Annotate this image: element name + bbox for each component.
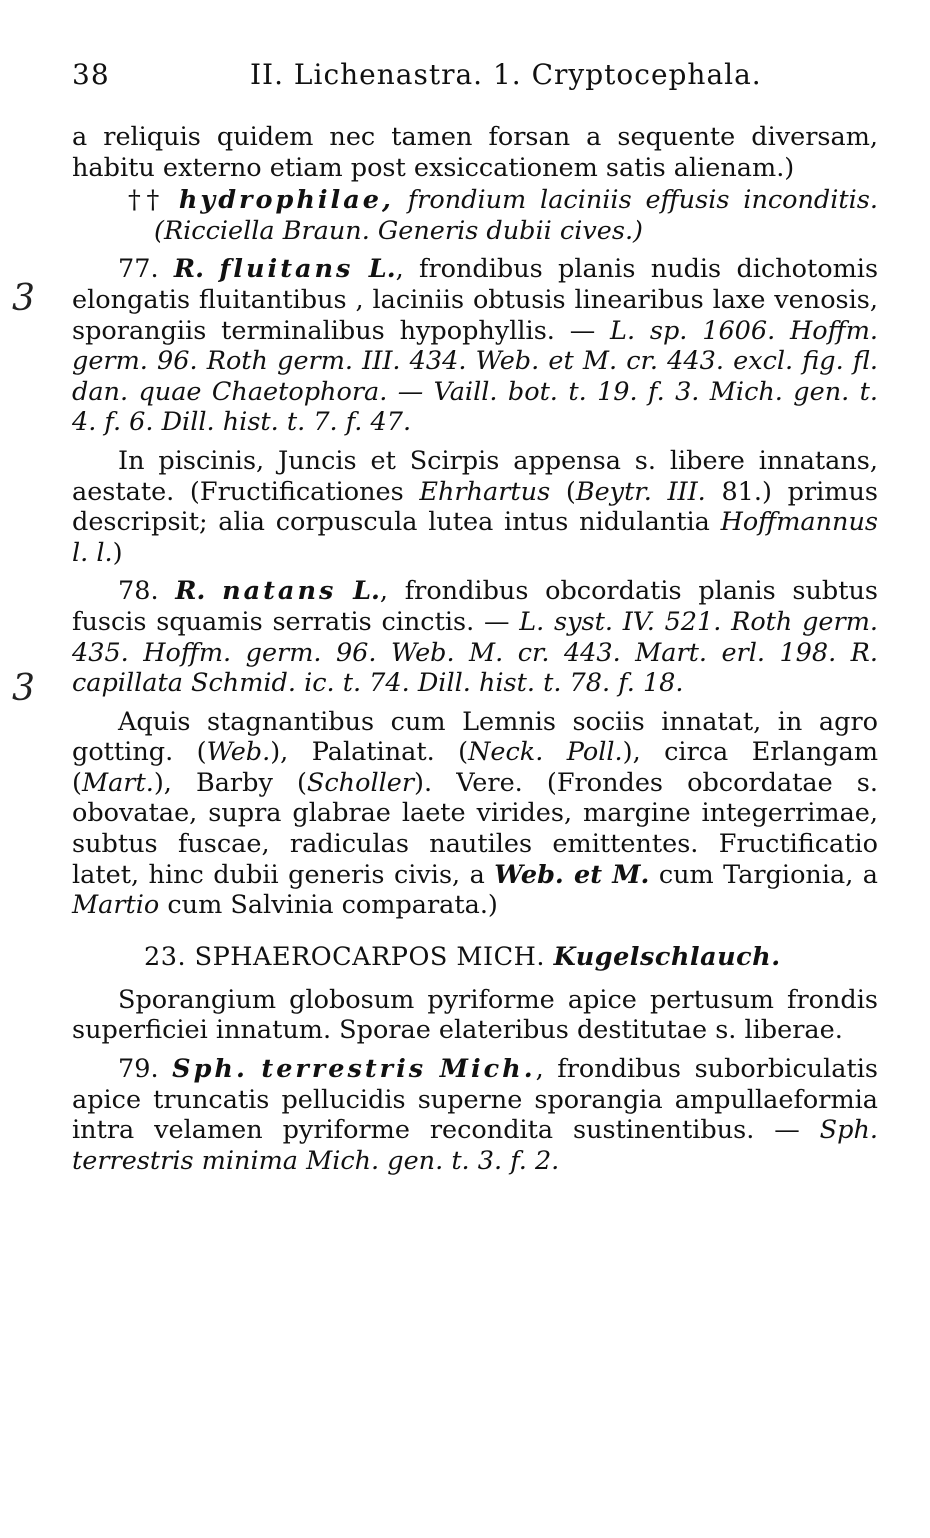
section-german-name: Kugelschlauch. [553, 941, 781, 972]
species-genus: R. [175, 576, 206, 607]
group-description: frondium laciniis effusis inconditis. (Ricciella Braun. Generis dubii cives.) [154, 185, 878, 246]
habitat-text: ), Palatinat. ( [270, 737, 469, 768]
margin-note-2: 3 [12, 668, 35, 709]
habitat-text: Aquis stagnantibus cum Lemnis sociis innatat, in agro gotting. ( [72, 706, 878, 768]
habitat-77 [72, 446, 878, 568]
margin-note-1: 3 [12, 278, 35, 319]
habitat-ref: Mart. [81, 767, 154, 798]
habitat-ref: Martio [72, 890, 160, 921]
running-title: II. Lichenastra. 1. Cryptocephala. [250, 58, 762, 91]
species-genus: R. [173, 254, 204, 285]
species-description: , frondibus obcordatis planis subtus fuscis squamis serratis cinctis. — [72, 576, 878, 637]
habitat-text: ). Vere. (Frondes obcordatae s. obovatae, supra glabrae laete virides, margine integerrimae, subtus fuscae, radiculas nautiles emittentes. Fructificatio latet, hinc dubii generis civis, a [72, 767, 878, 890]
species-author: Mich. [439, 1054, 536, 1085]
habitat-ref: Web. [206, 737, 271, 768]
habitat-text: ), Barby ( [153, 767, 307, 798]
habitat-text: 81.) primus descripsit; alia corpuscula lutea intus nidulantia [72, 476, 878, 538]
page-body [72, 122, 878, 1176]
habitat-ref: Neck. Poll. [468, 737, 623, 768]
habitat-ref: Beytr. III. [575, 476, 706, 507]
habitat-ref: Ehrhartus [419, 476, 551, 507]
habitat-text: cum Salvinia comparata.) [159, 890, 498, 921]
habitat-text: ( [550, 476, 576, 507]
species-epithet: natans [222, 576, 337, 607]
species-author: L. [368, 254, 396, 285]
section-heading [72, 941, 878, 973]
genus-description: Sporangium globosum pyriforme apice pertusum frondis superficiei innatum. Sporae elateribus destitutae s. liberae. [72, 984, 878, 1046]
paragraph-continuation: a reliquis quidem nec tamen forsan a sequente diversam, habitu externo etiam post exsiccationem satis alienam.) [72, 122, 878, 183]
habitat-text: In piscinis, Juncis et Scirpis appensa s. libere innatans, aestate. (Fructificationes [72, 445, 878, 507]
species-79-entry [72, 1054, 878, 1176]
group-name: hydrophilae, [178, 185, 394, 216]
species-author: L. [353, 576, 380, 607]
habitat-ref: Web. et M. [494, 859, 650, 890]
habitat-text: ) [112, 537, 123, 568]
species-number: 78. [118, 576, 159, 607]
paragraph-group-hydrophilae [128, 185, 878, 246]
habitat-text: cum Targionia, a [649, 859, 878, 890]
page-number: 38 [72, 58, 110, 91]
species-references: Sph. terrestris minima Mich. gen. t. 3. f. 2. [72, 1115, 878, 1176]
habitat-ref: Scholler [306, 767, 415, 798]
section-title: SPHAEROCARPOS MICH. [194, 941, 545, 972]
species-epithet: terrestris [261, 1054, 427, 1085]
section-number: 23. [144, 941, 187, 972]
species-description: , frondibus suborbiculatis apice truncatis pellucidis superne sporangia ampullaeformia intra velamen pyriforme recondita sustinentibus. — [72, 1054, 878, 1146]
species-references: L. sp. 1606. Hoffm. germ. 96. Roth germ. III. 434. Web. et M. cr. 443. excl. fig. fl. dan. quae Chaetophora. — Vaill. bot. t. 19. f. 3. Mich. gen. t. 4. f. 6. Dill. hist. t. 7. f. 47. [72, 315, 878, 438]
species-78-entry [72, 576, 878, 698]
species-description: , frondibus planis nudis dichotomis elongatis fluitantibus , laciniis obtusis linearibus laxe venosis, sporangiis terminalibus hypophyllis. — [72, 254, 879, 346]
species-genus: Sph. [172, 1054, 248, 1085]
species-number: 79. [118, 1054, 159, 1085]
running-header [72, 58, 878, 98]
double-dagger-mark: †† [128, 185, 165, 216]
species-number: 77. [118, 254, 159, 285]
species-references: L. syst. IV. 521. Roth germ. 435. Hoffm. germ. 96. Web. M. cr. 443. Mart. erl. 198. R. capillata Schmid. ic. t. 74. Dill. hist. t. 78. f. 18. [72, 606, 878, 699]
habitat-text: ), circa Erlangam ( [72, 737, 878, 798]
species-epithet: fluitans [219, 254, 354, 285]
habitat-ref: Hoffmannus l. l. [72, 507, 878, 568]
habitat-78 [72, 707, 878, 921]
species-77-entry [72, 254, 878, 438]
